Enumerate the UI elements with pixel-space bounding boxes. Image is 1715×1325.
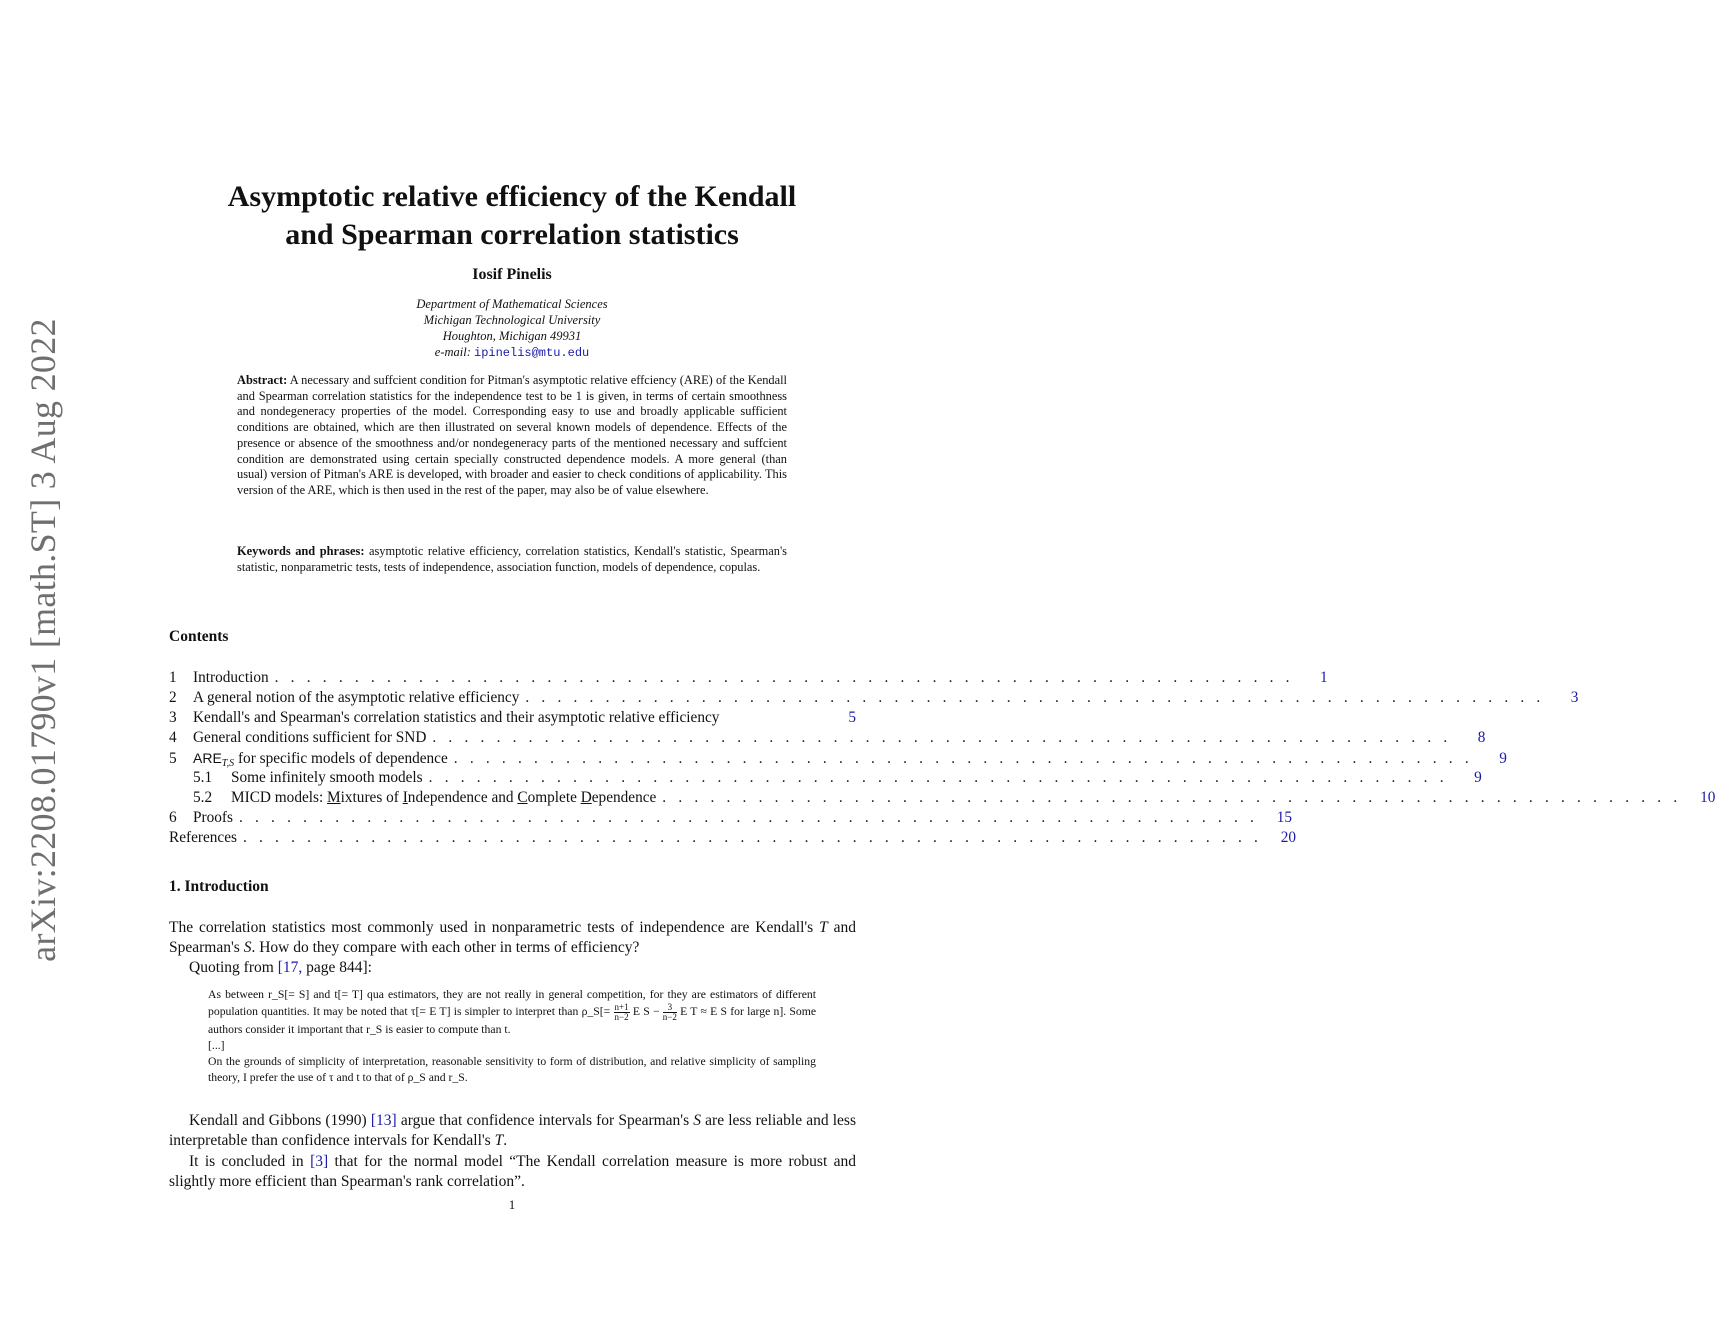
toc-leader: . . . . . . . . . . . . . . . . . . . . . . . . . . . . . . . . . . . . . . . . . . . . . . . . . . . . . . . . . . . . . . . . — [238, 809, 1259, 826]
toc-title — [231, 788, 656, 808]
quote-paragraph-2: On the grounds of simplicity of interpretation, reasonable sensitivity to form of distribution, and relative simplicity of sampling theory, I prefer the use of τ and t to that of ρ_S and r_S. — [208, 1055, 816, 1084]
quote-text: E T ≈ E S for large n]. Some authors consider it important that r_S is easier to compute than t. — [208, 1005, 817, 1036]
quote-paragraph-1 — [208, 987, 816, 1038]
keywords — [237, 544, 787, 575]
toc-title: Some infinitely smooth models — [231, 769, 423, 786]
intro-paragraph-2 — [169, 1111, 856, 1151]
table-of-contents — [169, 668, 1715, 848]
toc-are-subscript: T,S — [221, 758, 235, 769]
toc-number: 3 — [169, 709, 177, 726]
paper-title — [140, 178, 884, 254]
toc-leader: . . . . . . . . . . . . . . . . . . . . . . . . . . . . . . . . . . . . . . . . . . . . . . . . . . . . . . . . . . . . . . . . — [662, 789, 1682, 806]
intro-paragraph-1 — [169, 918, 856, 978]
text-run: It is concluded in — [189, 1153, 311, 1170]
fraction — [663, 1003, 677, 1022]
toc-number: 4 — [169, 729, 177, 746]
text-run: . How do they compare with each other in terms of efficiency? — [251, 939, 640, 956]
affiliation-email-line — [0, 344, 1024, 361]
title-line-2: and Spearman correlation statistics — [285, 218, 739, 251]
toc-page-link[interactable]: 15 — [1276, 809, 1293, 826]
toc-are-symbol: ARE — [193, 750, 222, 766]
toc-page-link[interactable]: 5 — [848, 709, 856, 726]
toc-page-link[interactable]: 10 — [1700, 789, 1715, 806]
contents-heading: Contents — [169, 628, 229, 645]
toc-title-underlined: M — [327, 789, 341, 806]
toc-title: References — [169, 829, 237, 846]
text-run: page 844]: — [302, 959, 372, 976]
abstract — [237, 373, 787, 499]
text-run: and Spearman's — [169, 919, 856, 956]
math-var: T — [494, 1132, 504, 1149]
toc-entry[interactable] — [169, 668, 1328, 688]
toc-entry[interactable] — [169, 688, 1579, 708]
toc-leader: . . . . . . . . . . . . . . . . . . . . . . . . . . . . . . . . . . . . . . . . . . . . . . . . . . . . . . . . . . . . . . . . — [432, 729, 1452, 746]
toc-title-part: MICD models: — [231, 789, 328, 806]
author-name: Iosif Pinelis — [472, 266, 552, 283]
toc-page-link[interactable]: 20 — [1280, 829, 1297, 846]
fraction-numerator: 3 — [663, 1003, 677, 1013]
affiliation-university: Michigan Technological University — [423, 313, 601, 327]
toc-leader: . . . . . . . . . . . . . . . . . . . . . . . . . . . . . . . . . . . . . . . . . . . . . . . . . . . . . . . . . . . . . . . . — [274, 669, 1294, 686]
text-run: argue that confidence intervals for Spearman's — [396, 1112, 694, 1129]
toc-page-link[interactable]: 9 — [1499, 750, 1507, 767]
toc-entry-references[interactable] — [169, 828, 1297, 848]
toc-title-underlined: C — [517, 789, 528, 806]
toc-title: Introduction — [193, 669, 269, 686]
toc-title-part: omplete — [527, 789, 581, 806]
email-link[interactable]: ipinelis@mtu.edu — [474, 346, 590, 360]
toc-number: 2 — [169, 689, 177, 706]
toc-entry[interactable] — [169, 768, 1482, 788]
text-run: Quoting from — [189, 959, 278, 976]
toc-number: 1 — [169, 669, 177, 686]
toc-title: Kendall's and Spearman's correlation statistics and their asymptotic relative efficiency — [193, 709, 720, 726]
math-var: T — [819, 919, 828, 936]
toc-title: A general notion of the asymptotic relative efficiency — [193, 689, 520, 706]
quote-text: E S − — [632, 1005, 660, 1019]
toc-title-rest: for specific models of dependence — [234, 750, 448, 767]
toc-entry[interactable] — [169, 728, 1486, 748]
page-number: 1 — [508, 1197, 516, 1212]
toc-leader: . . . . . . . . . . . . . . . . . . . . . . . . . . . . . . . . . . . . . . . . . . . . . . . . . . . . . . . . . . . . . . . . — [242, 829, 1263, 846]
block-quote — [208, 987, 816, 1086]
citation-link[interactable]: [3] — [310, 1153, 329, 1170]
toc-number: 5.2 — [193, 789, 213, 806]
text-run: Kendall and Gibbons (1990) — [189, 1112, 371, 1129]
intro-paragraph-3 — [169, 1152, 856, 1192]
abstract-label: Abstract: — [237, 373, 288, 387]
keywords-label: Keywords and phrases: — [237, 544, 365, 558]
toc-page-link[interactable]: 8 — [1477, 729, 1486, 746]
fraction — [614, 1003, 630, 1022]
text-run: The correlation statistics most commonly used in nonparametric tests of independence are Kendall's — [169, 919, 820, 936]
toc-number: 5.1 — [193, 769, 213, 786]
text-run: are less reliable and less interpretable than confidence intervals for Kendall's — [169, 1112, 856, 1149]
toc-leader: . . . . . . . . . . . . . . . . . . . . . . . . . . . . . . . . . . . . . . . . . . . . . . . . . . . . . . . . . . . . . . . . — [525, 689, 1545, 706]
toc-page-link[interactable]: 1 — [1320, 669, 1328, 686]
toc-title-part: ixtures of — [340, 789, 403, 806]
math-var: S — [243, 939, 252, 956]
citation-link[interactable]: [13] — [370, 1112, 397, 1129]
fraction-numerator: n+1 — [614, 1002, 629, 1012]
toc-title-part: ependence — [591, 789, 657, 806]
quote-ellipsis: [...] — [208, 1039, 225, 1052]
quote-text: As between r_S[= S] and t[= T] qua estimators, they are not really in general competition, for they are estimators of different population quantities. It may be noted that τ[= E T] is simpler to interpret than ρ_S[= — [208, 988, 816, 1019]
math-var: S — [693, 1112, 702, 1129]
toc-page-link[interactable]: 9 — [1474, 769, 1482, 786]
toc-title: Proofs — [193, 809, 233, 826]
fraction-denominator: n−2 — [614, 1012, 629, 1022]
text-run: that for the normal model “The Kendall correlation measure is more robust and slightly more efficient than Spearman's rank correlation”. — [169, 1153, 857, 1190]
abstract-text: A necessary and suffcient condition for Pitman's asymptotic relative effciency (ARE) of the Kendall and Spearman correlation statistics for the independence test to be 1 is given, in terms of certain smoothness and nondegeneracy properties of the model. Corresponding easy to use and broadly applicable sufficient conditions are obtained, which are then illustrated on several known models of dependence. Effects of the presence or absence of the smoothness and/or nondegeneracy parts of the mentioned necessary and suffcient condition are demonstrated using certain specially constructed dependence models. A more general (than usual) version of Pitman's ARE is developed, with broader and easier to check conditions of applicability. This version of the ARE, which is then used in the rest of the paper, may also be of value elsewhere. — [237, 373, 787, 497]
toc-entry[interactable] — [169, 808, 1293, 828]
affiliation-dept: Department of Mathematical Sciences — [416, 297, 608, 311]
toc-title-underlined: I — [402, 789, 408, 806]
toc-title-underlined: D — [580, 789, 592, 806]
toc-entry[interactable] — [169, 708, 856, 728]
toc-number: 5 — [169, 750, 177, 767]
toc-page-link[interactable]: 3 — [1570, 689, 1579, 706]
text-run: . — [503, 1132, 508, 1149]
section-heading-introduction: 1. Introduction — [169, 878, 269, 895]
fraction-denominator: n−2 — [662, 1012, 677, 1022]
keywords-text: asymptotic relative efficiency, correlation statistics, Kendall's statistic, Spearman's statistic, nonparametric tests, tests of independence, association function, models of dependence, copulas. — [237, 544, 787, 574]
arxiv-stamp: arXiv:2208.01790v1 [math.ST] 3 Aug 2022 — [23, 318, 63, 962]
toc-entry[interactable] — [169, 788, 1715, 808]
affiliation-city: Houghton, Michigan 49931 — [442, 329, 582, 343]
affiliation — [0, 296, 1024, 361]
email-label: e-mail: — [434, 345, 471, 359]
toc-entry[interactable] — [169, 748, 1507, 769]
toc-leader: . . . . . . . . . . . . . . . . . . . . . . . . . . . . . . . . . . . . . . . . . . . . . . . . . . . . . . . . . . . . . . . . — [428, 769, 1448, 786]
toc-leader: . . . . . . . . . . . . . . . . . . . . . . . . . . . . . . . . . . . . . . . . . . . . . . . . . . . . . . . . . . . . . . . . — [453, 750, 1473, 767]
toc-number: 6 — [169, 809, 177, 826]
toc-title-part: ndependence and — [407, 789, 518, 806]
toc-title: General conditions sufficient for SND — [193, 729, 427, 746]
citation-link[interactable]: [17, — [277, 959, 303, 976]
title-line-1: Asymptotic relative efficiency of the Kendall — [227, 180, 797, 213]
quoting-line — [169, 958, 856, 978]
